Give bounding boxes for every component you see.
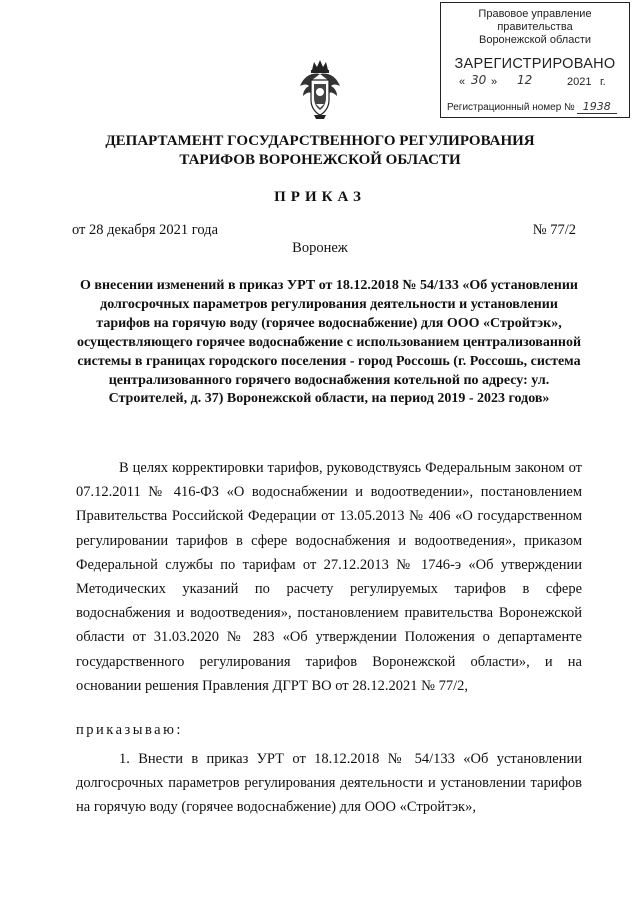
order-title: О внесении изменений в приказ УРТ от 18.12.2018 № 54/133 «Об установлении долгосрочных параметров регулирования деятельности и установлении тарифов на горячую воду (горячее водоснабжение) для ООО «Стройтэк», осуществляющего горячее водоснабжение с использованием централизованной системы в границах городского поселения - город Россошь (г. Россошь, система централизованного горячего водоснабжения котельной по адресу: ул. Строителей, д. 37) Воронежской области, на период 2019 - 2023 годов»	[76, 278, 582, 407]
stamp-year: 2021	[567, 76, 592, 88]
registration-stamp: Правовое управление правительства Воронежской области ЗАРЕГИСТРИРОВАНО « 30 » 12 2021 г. Регистрационный номер № 1938	[440, 2, 630, 118]
document-type: ПРИКАЗ	[274, 189, 366, 205]
order-number: № 77/2	[532, 222, 576, 238]
stamp-reg-number	[447, 100, 617, 113]
preamble-paragraph: В целях корректировки тарифов, руководствуясь Федеральным законом от 07.12.2011 № 416-ФЗ «О водоснабжении и водоотведении», постановлением Правительства Российской Федерации от 13.05.2013 № 406 «О государственном регулировании тарифов в сфере водоснабжения и водоотведения», приказом Федеральной службы по тарифам от 27.12.2013 № 1746-э «Об утверждении Методических указаний по расчету регулируемых тарифов в сфере водоснабжения и водоотведения», постановлением правительства Воронежской области от 31.03.2020 № 283 «Об утверждении Положения о департаменте государственного регулирования тарифов Воронежской области», и на основании решения Правления ДГРТ ВО от 28.12.2021 № 77/2,	[76, 460, 582, 694]
coat-of-arms-icon	[298, 58, 342, 120]
order-word: приказываю:	[76, 722, 183, 738]
department-name	[0, 132, 640, 170]
order-city: Воронеж	[292, 240, 348, 256]
stamp-org-line2: Воронежской области	[478, 34, 591, 46]
stamp-reg-number-label: Регистрационный номер №	[447, 102, 575, 113]
item-1-paragraph: 1. Внести в приказ УРТ от 18.12.2018 № 54/133 «Об установлении долгосрочных параметров регулирования деятельности и установлении тарифов на горячую воду (горячее водоснабжение) для ООО «Стройтэк»,	[76, 751, 582, 816]
stamp-reg-number-value: 1938	[577, 100, 617, 114]
department-name-text: ДЕПАРТАМЕНТ ГОСУДАРСТВЕННОГО РЕГУЛИРОВАНИЯ ТАРИФОВ ВОРОНЕЖСКОЙ ОБЛАСТИ	[105, 133, 535, 168]
stamp-org-line1: Правовое управление правительства	[478, 8, 592, 33]
stamp-registered-label: ЗАРЕГИСТРИРОВАНО	[454, 56, 616, 72]
order-date: от 28 декабря 2021 года	[72, 222, 218, 238]
stamp-day: 30	[471, 73, 487, 87]
stamp-month: 12	[517, 73, 533, 87]
stamp-organization	[441, 8, 629, 47]
